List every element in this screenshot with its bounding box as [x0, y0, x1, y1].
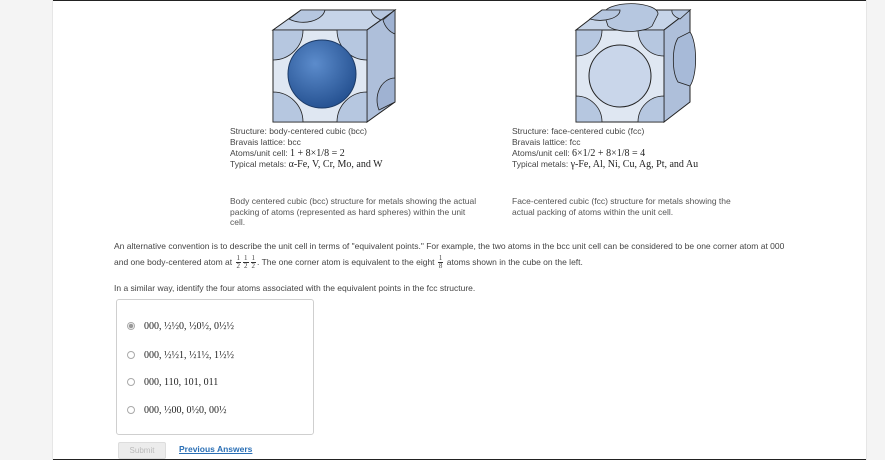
bcc-lattice: Bravais lattice: bcc	[230, 137, 301, 147]
fcc-metals-line	[512, 159, 698, 170]
radio-button[interactable]	[127, 378, 135, 386]
bcc-atoms-formula: 1 + 8×1/8 = 2	[290, 148, 345, 159]
option-3[interactable]	[127, 372, 218, 392]
paragraph-line-1: An alternative convention is to describe the unit cell in terms of "equivalent points." For example, the two atoms in the bcc unit cell can be considered to be one corner atom at 000	[114, 241, 785, 251]
paragraph-line-2c: atoms shown in the cube on the left.	[446, 256, 583, 267]
bcc-cube-illustration	[255, 2, 415, 124]
option-2[interactable]	[127, 345, 234, 365]
fcc-caption	[512, 126, 698, 170]
paragraph-line-2: and one body-centered atom at $\frac{1}{2}$ $\frac{1}{2}$ $\frac{1}{2}$ . The one corner atom is equivalent to the eight $\frac{1}{8}$ atoms shown in the cube on the left.	[114, 254, 583, 270]
bcc-description: Body centered cubic (bcc) structure for metals showing the actual packing of atoms (represented as hard spheres) within the unit cell.	[230, 196, 477, 227]
fcc-structure: Structure: face-centered cubic (fcc)	[512, 126, 645, 136]
option-2-label: 000, ½½1, ½1½, 1½½	[144, 349, 234, 361]
paragraph-line-2a: and one body-centered atom at	[114, 256, 233, 267]
fcc-cube-illustration	[560, 2, 710, 124]
fraction-half: $\frac{1}{2}$	[244, 254, 248, 270]
submit-button[interactable]: Submit	[118, 442, 166, 459]
bcc-metals-line	[230, 159, 383, 170]
fcc-metals: γ-Fe, Al, Ni, Cu, Ag, Pt, and Au	[570, 159, 699, 170]
option-4[interactable]	[127, 400, 227, 420]
option-4-label: 000, ½00, 0½0, 00½	[144, 404, 227, 416]
bcc-atoms-line	[230, 148, 383, 159]
radio-button[interactable]	[127, 351, 135, 359]
bcc-atoms-prefix: Atoms/unit cell:	[230, 148, 288, 158]
radio-button-selected[interactable]	[127, 322, 135, 330]
bcc-metals: α-Fe, V, Cr, Mo, and W	[288, 159, 383, 170]
bcc-caption	[230, 126, 383, 170]
paragraph-line-2b: The one corner atom is equivalent to the eight	[261, 256, 435, 267]
fcc-description: Face-centered cubic (fcc) structure for metals showing the actual packing of atoms within the unit cell.	[512, 196, 731, 217]
radio-button[interactable]	[127, 406, 135, 414]
option-1[interactable]	[127, 316, 234, 336]
fraction-half: $\frac{1}{2}$	[251, 254, 256, 270]
left-margin	[0, 0, 53, 460]
option-1-label: 000, ½½0, ½0½, 0½½	[144, 320, 234, 332]
fcc-atoms-formula: 6×1/2 + 8×1/8 = 4	[572, 148, 646, 159]
fraction-eighth: $\frac{1}{8}$	[438, 254, 443, 270]
fcc-lattice: Bravais lattice: fcc	[512, 137, 581, 147]
bcc-structure: Structure: body-centered cubic (bcc)	[230, 126, 368, 136]
question-prompt: In a similar way, identify the four atoms associated with the equivalent points in the fcc structure.	[114, 283, 476, 293]
bcc-metals-prefix: Typical metals:	[230, 159, 287, 169]
fraction-half: $\frac{1}{2}$	[236, 254, 241, 270]
fcc-atoms-prefix: Atoms/unit cell:	[512, 148, 570, 158]
option-3-label: 000, 110, 101, 011	[144, 376, 219, 388]
answer-options	[116, 299, 314, 435]
right-margin	[866, 0, 885, 460]
fcc-metals-prefix: Typical metals:	[512, 159, 569, 169]
previous-answers-link[interactable]: Previous Answers	[179, 444, 253, 454]
fcc-atoms-line	[512, 148, 698, 159]
